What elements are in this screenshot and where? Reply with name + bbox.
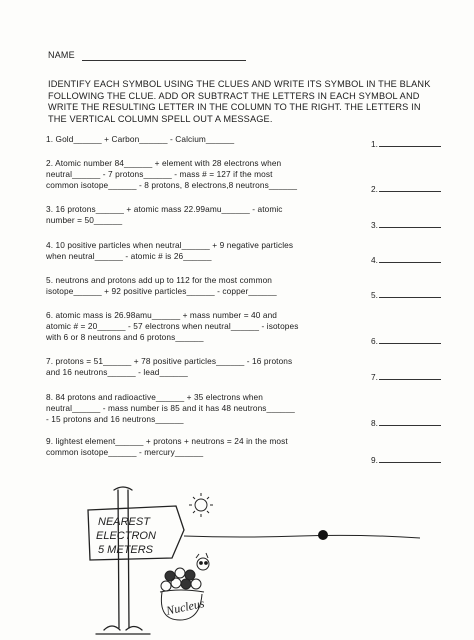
sign-text-line-1: NEAREST bbox=[98, 516, 150, 528]
answer-blank-9[interactable] bbox=[371, 455, 441, 465]
answer-blank-8[interactable] bbox=[371, 418, 441, 428]
sun-icon bbox=[189, 493, 213, 517]
question-7-line-1: 7. protons = 51______ + 78 positive particles______ - 16 protons bbox=[46, 356, 293, 366]
question-4-line-1: 4. 10 positive particles when neutral______ + 9 negative particles bbox=[46, 240, 294, 250]
question-8-line-3: - 15 protons and 16 neutrons______ bbox=[46, 413, 184, 424]
question-9-line-2: common isotope______ - mercury______ bbox=[46, 446, 204, 457]
question-2-line-1: 2. Atomic number 84______ + element with 28 electrons when bbox=[46, 158, 282, 168]
question-6-line-2: atomic # = 20______ - 57 electrons when neutral______ - isotopes bbox=[46, 320, 299, 331]
question-4 bbox=[46, 240, 362, 262]
answer-number-2: 2. bbox=[371, 184, 378, 194]
nucleus-label: Nucleus bbox=[164, 596, 206, 618]
answer-blank-1[interactable] bbox=[371, 139, 441, 149]
sign-text-line-3: 5 METERS bbox=[98, 544, 154, 556]
question-3-line-2: number = 50______ bbox=[46, 214, 123, 225]
question-1 bbox=[46, 134, 362, 145]
question-6 bbox=[46, 310, 362, 342]
question-1-line-1: 1. Gold______ + Carbon______ - Calcium______ bbox=[46, 134, 235, 144]
electron-dot-icon bbox=[318, 530, 328, 540]
ground-line bbox=[184, 535, 420, 538]
sign-text-line-2: ELECTRON bbox=[96, 530, 156, 542]
question-4-line-2: when neutral______ - atomic # is 26______ bbox=[46, 250, 212, 261]
sign-text bbox=[96, 516, 156, 556]
answer-number-4: 4. bbox=[371, 255, 378, 265]
question-3-line-1: 3. 16 protons______ + atomic mass 22.99amu______ - atomic bbox=[46, 204, 283, 214]
question-6-line-3: with 6 or 8 neutrons and 6 protons______ bbox=[46, 331, 204, 342]
question-5 bbox=[46, 275, 362, 297]
answer-blank-2[interactable] bbox=[371, 184, 441, 194]
name-field-line[interactable] bbox=[82, 60, 246, 61]
question-2 bbox=[46, 158, 362, 190]
question-2-line-2: neutral______ - 7 protons______ - mass # = 127 if the most bbox=[46, 168, 273, 179]
answer-blank-7[interactable] bbox=[371, 372, 441, 382]
answer-blank-6[interactable] bbox=[371, 336, 441, 346]
question-6-line-1: 6. atomic mass is 26.98amu______ + mass number = 40 and bbox=[46, 310, 278, 320]
nucleus-cartoon-illustration bbox=[0, 480, 474, 640]
question-3 bbox=[46, 204, 362, 226]
answer-number-1: 1. bbox=[371, 139, 378, 149]
question-7 bbox=[46, 356, 362, 378]
answer-number-9: 9. bbox=[371, 455, 378, 465]
name-label: NAME bbox=[48, 50, 75, 60]
answer-blank-4[interactable] bbox=[371, 255, 441, 265]
question-8 bbox=[46, 392, 362, 424]
question-9-line-1: 9. lightest element______ + protons + neutrons = 24 in the most bbox=[46, 436, 288, 446]
answer-number-6: 6. bbox=[371, 336, 378, 346]
answer-number-3: 3. bbox=[371, 220, 378, 230]
answer-blank-5[interactable] bbox=[371, 290, 441, 300]
question-2-line-3: common isotope______ - 8 protons, 8 electrons,8 neutrons______ bbox=[46, 179, 298, 190]
answer-number-7: 7. bbox=[371, 372, 378, 382]
question-9 bbox=[46, 436, 362, 458]
answer-number-8: 8. bbox=[371, 418, 378, 428]
question-8-line-1: 8. 84 protons and radioactive______ + 35 electrons when bbox=[46, 392, 263, 402]
question-8-line-2: neutral______ - mass number is 85 and it has 48 neutrons______ bbox=[46, 402, 295, 413]
instructions-text: IDENTIFY EACH SYMBOL USING THE CLUES AND WRITE ITS SYMBOL IN THE BLANK FOLLOWING THE CLUE. ADD OR SUBTRACT THE LETTERS IN EACH SYMBOL AND WRITE THE RESULTING LETTER IN THE COLUMN TO THE RIGHT. THE LETTERS IN THE VERTICAL COLUMN SPELL OUT A MESSAGE. bbox=[48, 79, 431, 124]
answer-number-5: 5. bbox=[371, 290, 378, 300]
question-5-line-2: isotope______ + 92 positive particles______ - copper______ bbox=[46, 285, 277, 296]
question-7-line-2: and 16 neutrons______ - lead______ bbox=[46, 366, 188, 377]
question-5-line-1: 5. neutrons and protons add up to 112 for the most common bbox=[46, 275, 273, 285]
answer-blank-3[interactable] bbox=[371, 220, 441, 230]
